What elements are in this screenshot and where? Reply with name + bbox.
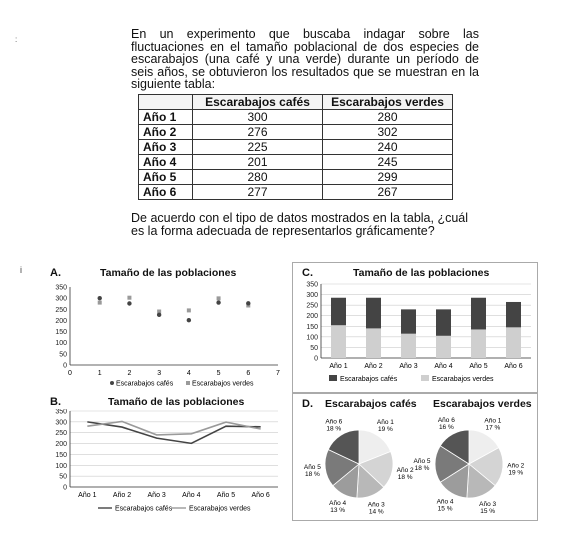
legend-label-verde: Escarabajos verdes (192, 380, 254, 388)
bar-cafe (506, 302, 521, 327)
panel-b-title: Tamaño de las poblaciones (108, 396, 245, 408)
panel-c-chart (293, 280, 537, 392)
side-mark: i (20, 265, 22, 275)
x-tick-label: Año 1 (78, 492, 97, 499)
data-point-cafe (127, 301, 131, 305)
pie-label: Año 5 (413, 458, 431, 465)
pie-label: Año 6 (325, 418, 343, 426)
x-tick-label: Año 3 (147, 492, 166, 499)
panel-d[interactable] (292, 393, 538, 521)
y-tick-label: 350 (55, 284, 67, 292)
y-tick-label: 50 (310, 344, 318, 352)
panel-c-letter: C. (302, 267, 313, 279)
panel-b[interactable] (40, 393, 286, 523)
x-tick-label: 5 (216, 370, 221, 377)
pie-label: Año 4 (436, 498, 454, 506)
y-tick-label: 150 (306, 323, 318, 331)
cafe-cell: 276 (193, 125, 323, 140)
table-row (139, 170, 453, 185)
table-header (139, 95, 193, 110)
legend-marker-verde (186, 381, 190, 385)
x-tick-label: 2 (127, 370, 132, 377)
x-tick-label: Año 4 (434, 363, 453, 370)
data-point-cafe (98, 296, 102, 300)
legend-label-cafe: Escarabajos cafés (340, 376, 398, 383)
bar-cafe (366, 298, 381, 329)
question-prompt: De acuerdo con el tipo de datos mostrados en la tabla, ¿cuál es la forma adecuada de representarlos gráficamente? (131, 211, 469, 238)
pie-cafe-title: Escarabajos cafés (325, 398, 417, 410)
legend-swatch-cafe (329, 375, 337, 381)
y-tick-label: 100 (306, 334, 318, 342)
pie-percent-label: 16 % (438, 423, 454, 431)
pie-percent-label: 18 % (304, 470, 320, 478)
y-tick-label: 250 (306, 302, 318, 310)
panel-a-title: Tamaño de las poblaciones (100, 267, 237, 279)
y-tick-label: 200 (55, 317, 67, 325)
x-tick-label: Año 1 (329, 363, 348, 370)
data-point-verde (187, 308, 191, 312)
x-tick-label: 4 (186, 370, 191, 377)
x-tick-label: Año 4 (182, 492, 201, 499)
year-cell: Año 1 (139, 110, 193, 125)
cafe-cell: 225 (193, 140, 323, 155)
data-point-verde (217, 296, 221, 300)
verde-cell: 240 (323, 140, 453, 155)
x-tick-label: Año 6 (251, 492, 270, 499)
year-cell: Año 5 (139, 170, 193, 185)
y-tick-label: 100 (55, 340, 67, 348)
bar-verde (366, 328, 381, 358)
verde-cell: 302 (323, 125, 453, 140)
pie-label: Año 2 (507, 462, 525, 470)
legend-label-verde: Escarabajos verdes (432, 376, 494, 383)
panel-d-letter: D. (302, 398, 313, 410)
table-header: Escarabajos verdes (323, 95, 453, 110)
year-cell: Año 4 (139, 155, 193, 170)
table-row (139, 185, 453, 200)
y-tick-label: 300 (306, 292, 318, 300)
data-point-verde (98, 301, 102, 305)
y-tick-label: 100 (55, 462, 67, 470)
pie-label: Año 5 (303, 463, 321, 471)
legend-label-cafe: Escarabajos cafés (116, 380, 174, 388)
y-tick-label: 350 (55, 409, 67, 416)
x-tick-label: 3 (157, 370, 162, 377)
pie-percent-label: 18 % (326, 425, 342, 433)
pie-label: Año 1 (484, 417, 502, 425)
legend-label-verde: Escarabajos verdes (189, 505, 251, 513)
x-tick-label: Año 3 (399, 363, 418, 370)
table-header-row (139, 95, 453, 110)
y-tick-label: 300 (55, 419, 67, 427)
y-tick-label: 200 (55, 441, 67, 449)
year-cell: Año 6 (139, 185, 193, 200)
year-cell: Año 3 (139, 140, 193, 155)
verde-cell: 299 (323, 170, 453, 185)
data-point-cafe (246, 301, 250, 305)
bar-cafe (401, 309, 416, 333)
y-tick-label: 50 (59, 351, 67, 359)
data-point-cafe (216, 300, 220, 304)
pie-label: Año 3 (367, 501, 385, 509)
pie-label: Año 3 (479, 501, 497, 509)
cafe-cell: 277 (193, 185, 323, 200)
x-tick-label: Año 5 (216, 492, 236, 499)
bar-verde (401, 334, 416, 358)
verde-cell: 267 (323, 185, 453, 200)
year-cell: Año 2 (139, 125, 193, 140)
panel-b-chart (40, 409, 286, 523)
pie-label: Año 6 (437, 416, 455, 424)
y-tick-label: 150 (55, 451, 67, 459)
table-row (139, 125, 453, 140)
pie-percent-label: 15 % (437, 505, 453, 513)
bar-verde (331, 325, 346, 358)
pie-percent-label: 19 % (378, 426, 393, 434)
bar-cafe (331, 298, 346, 325)
x-tick-label: Año 2 (364, 363, 383, 370)
pie-percent-label: 13 % (330, 506, 346, 514)
pie-label: Año 4 (329, 499, 347, 507)
x-tick-label: 0 (68, 370, 72, 377)
y-tick-label: 0 (314, 355, 318, 363)
verde-cell: 245 (323, 155, 453, 170)
table-header: Escarabajos cafés (193, 95, 323, 110)
panel-c[interactable] (292, 262, 538, 393)
legend-marker-cafe (110, 381, 114, 385)
y-tick-label: 150 (55, 329, 67, 337)
cafe-cell: 300 (193, 110, 323, 125)
pie-percent-label: 18 % (397, 473, 413, 481)
y-tick-label: 200 (306, 313, 318, 321)
data-point-cafe (157, 313, 161, 317)
pie-verde-title: Escarabajos verdes (433, 398, 532, 410)
y-tick-label: 350 (306, 281, 318, 289)
bar-verde (471, 329, 486, 358)
y-tick-label: 300 (55, 295, 67, 303)
question-intro: En un experimento que buscaba indagar sobre las fluctuaciones en el tamaño poblacional de dos especies de escarabajos (una café y una verde) durante un período de seis años, se obtuvieron los resultados que se muestran en la siguiente tabla: (131, 27, 479, 91)
table-row (139, 140, 453, 155)
x-tick-label: 6 (246, 370, 251, 377)
corner-mark: : (15, 35, 18, 44)
table-row (139, 110, 453, 125)
x-tick-label: Año 2 (112, 492, 132, 499)
pie-percent-label: 14 % (368, 508, 384, 516)
data-table (138, 94, 453, 200)
pie-percent-label: 17 % (485, 424, 501, 432)
panel-a-letter: A. (50, 267, 61, 279)
bar-cafe (471, 298, 486, 330)
x-tick-label: 1 (97, 370, 102, 377)
y-tick-label: 250 (55, 430, 67, 438)
pie-label: Año 1 (376, 419, 394, 427)
pie-percent-label: 19 % (508, 469, 524, 477)
x-tick-label: Año 5 (469, 363, 488, 370)
y-tick-label: 50 (59, 473, 67, 481)
table-row (139, 155, 453, 170)
bar-verde (506, 327, 521, 358)
y-tick-label: 0 (63, 362, 67, 370)
pie-percent-label: 18 % (414, 465, 430, 472)
x-tick-label: 7 (276, 370, 280, 377)
data-point-verde (127, 296, 131, 300)
pie-percent-label: 15 % (480, 508, 496, 516)
y-tick-label: 0 (63, 484, 67, 492)
x-tick-label: Año 6 (504, 363, 523, 370)
y-tick-label: 250 (55, 306, 67, 314)
cafe-cell: 201 (193, 155, 323, 170)
bar-cafe (436, 309, 451, 335)
legend-label-cafe: Escarabajos cafés (115, 505, 173, 513)
data-point-cafe (187, 318, 191, 322)
legend-swatch-verde (421, 375, 429, 381)
panel-d-chart (293, 410, 537, 520)
bar-verde (436, 336, 451, 358)
panel-a[interactable] (40, 265, 286, 393)
panel-c-title: Tamaño de las poblaciones (353, 267, 490, 279)
cafe-cell: 280 (193, 170, 323, 185)
verde-cell: 280 (323, 110, 453, 125)
panel-a-chart (40, 281, 286, 393)
pie-label: Año 2 (396, 466, 414, 474)
panel-b-letter: B. (50, 396, 61, 408)
